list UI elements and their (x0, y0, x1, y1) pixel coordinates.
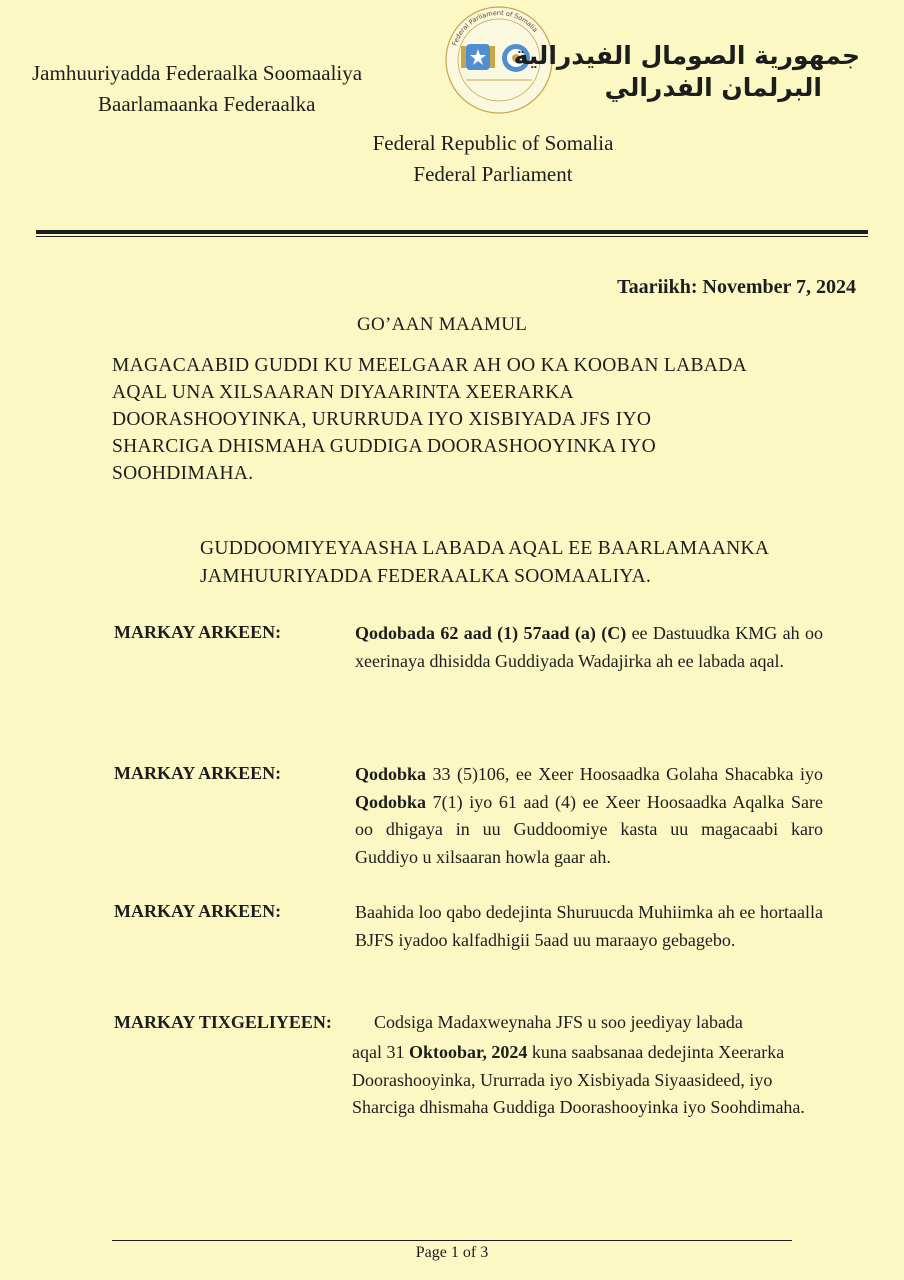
addressees: GUDDOOMIYEYAASHA LABADA AQAL EE BAARLAMAANKA JAMHUURIYADDA FEDERAALKA SOOMAALIYA. (200, 538, 769, 587)
clause-2-text: Qodobka 33 (5)106, ee Xeer Hoosaadka Golaha Shacabka iyo Qodobka 7(1) iyo 61 aad (4) ee Xeer Hoosaadka Aqalka Sare oo dhigaya in uu Guddoomiye kasta uu magacaabi karo Guddiyo u xilsaaran howla gaar ah. (355, 764, 823, 867)
header-somali-republic: Jamhuuriyadda Federaalka Soomaaliya (32, 61, 363, 85)
consideration-label: MARKAY TIXGELIYEEN: (114, 1012, 332, 1032)
header-english-parliament: Federal Parliament (413, 162, 573, 186)
clause-1-label: MARKAY ARKEEN: (114, 622, 282, 642)
consideration-first-line: Codsiga Madaxweynaha JFS u soo jeediyay labada (374, 1012, 743, 1032)
header-english-republic: Federal Republic of Somalia (372, 131, 614, 155)
consideration-text: aqal 31 Oktoobar, 2024 kuna saabsanaa dedejinta Xeerarka Doorashooyinka, Ururrada iyo Xisbiyada Siyaasideed, iyo Sharciga dhismaha Guddiga Doorashooyinka iyo Soohdimaha. (352, 1042, 805, 1118)
document-title: MAGACAABID GUDDI KU MEELGAAR AH OO KA KOOBAN LABADA AQAL UNA XILSAARAN DIYAARINTA XEERARKA DOORASHOOYINKA, URURRUDA IYO XISBIYADA JFS IYO SHARCIGA DHISMAHA GUDDIGA DOORASHOOYINKA IYO SOOHDIMAHA. (112, 355, 746, 484)
clause-3-label: MARKAY ARKEEN: (114, 901, 282, 921)
footer-divider (112, 1240, 792, 1241)
header-english (300, 128, 686, 190)
header-arabic-republic: جمهورية الصومال الفيدرالية (513, 41, 860, 70)
header-left (32, 58, 362, 120)
header-divider-thick (36, 230, 868, 234)
header-divider-thin (36, 236, 868, 237)
document-date: Taariikh: November 7, 2024 (617, 276, 856, 298)
clause-2-label: MARKAY ARKEEN: (114, 763, 282, 783)
decision-type: GO’AAN MAAMUL (357, 314, 528, 335)
seal-text: Federal Parliament of Somalia (450, 8, 540, 47)
header-arabic (514, 40, 860, 104)
header-somali-parliament: Baarlamaanka Federaalka (98, 92, 316, 116)
page-number: Page 1 of 3 (415, 1244, 489, 1261)
clause-1-text: Qodobada 62 aad (1) 57aad (a) (C) ee Dastuudka KMG ah oo xeerinaya dhisidda Guddiyada Wadajirka ah ee labada aqal. (355, 623, 823, 671)
header-arabic-parliament: البرلمان الفدرالي (604, 73, 822, 102)
clause-3-text: Baahida loo qabo dedejinta Shuruucda Muhiimka ah ee hortaalla BJFS iyadoo kalfadhigii 5aad uu maraayo gebagebo. (355, 902, 823, 950)
